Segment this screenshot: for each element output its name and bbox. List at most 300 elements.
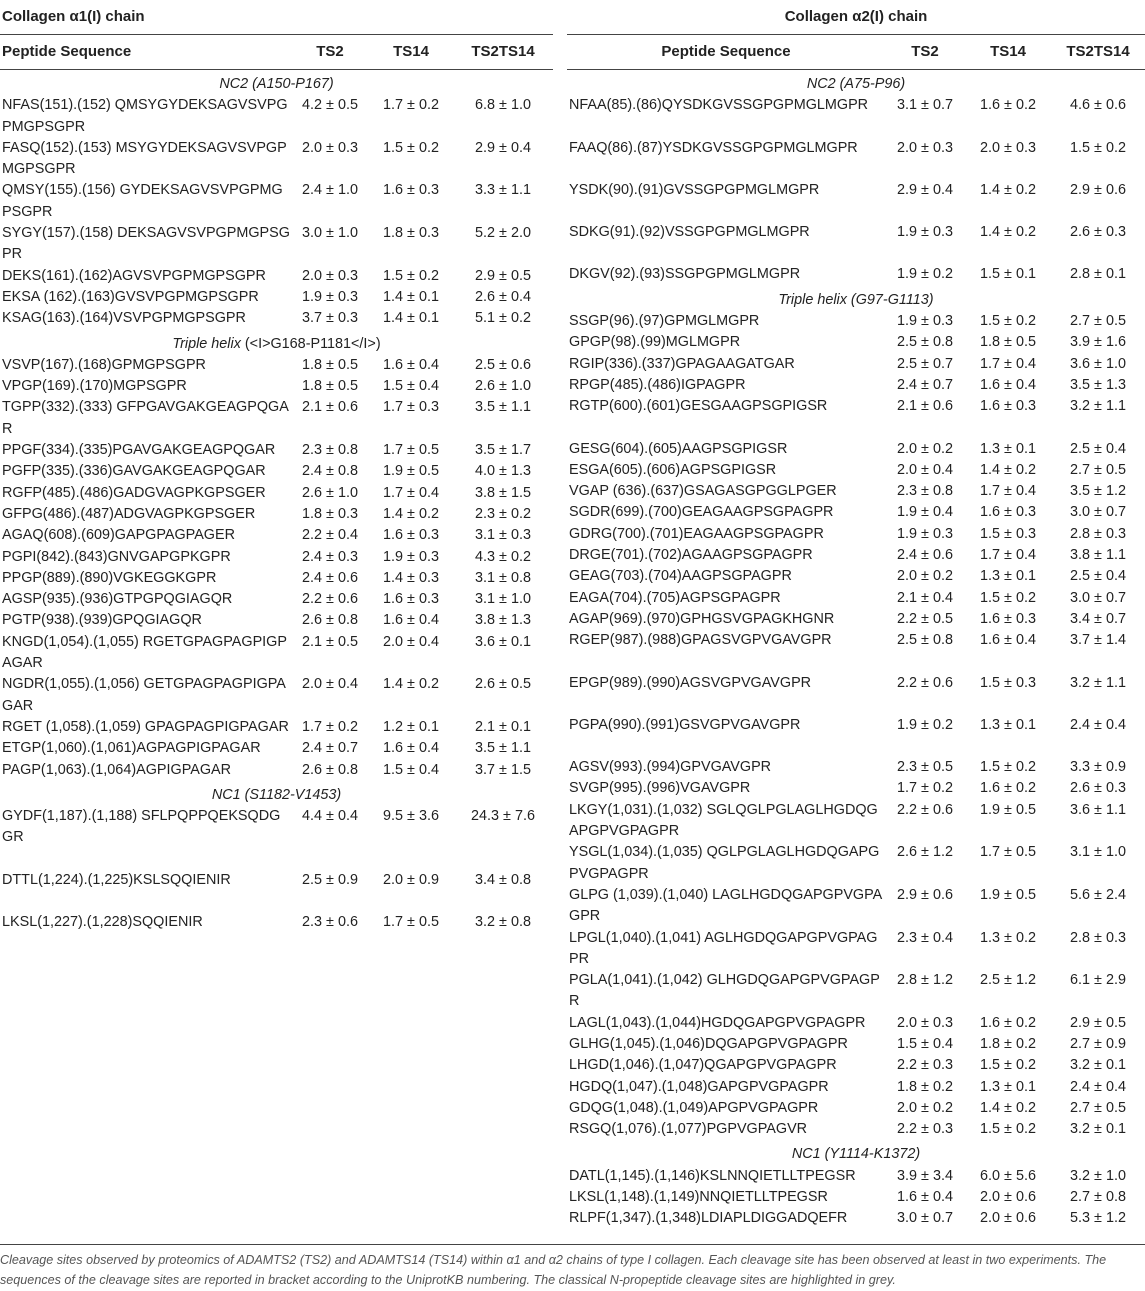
- ts14-value-cell: 1.4 ± 0.1: [383, 288, 439, 305]
- ts14-value-cell: 1.5 ± 0.2: [980, 1121, 1036, 1138]
- table-row: [567, 1166, 1145, 1187]
- table-row: [567, 778, 1145, 799]
- table-row: [567, 1013, 1145, 1034]
- chain-title: Collagen α1(I) chain: [0, 0, 553, 35]
- ts14-value-cell: 1.7 ± 0.4: [383, 484, 439, 501]
- section-label: NC1 (S1182-V1453): [211, 786, 342, 803]
- ts2ts14-value-cell: 3.9 ± 1.6: [1070, 334, 1126, 351]
- peptide-sequence-cell: AGSP(935).(936)GTPGPQGIAGQR: [2, 591, 233, 608]
- table-row: [0, 717, 553, 738]
- ts2ts14-value-cell: 2.5 ± 0.4: [1070, 568, 1126, 585]
- peptide-sequence-cell: DEKS(161).(162)AGVSVPGPMGPSGPR: [2, 267, 266, 284]
- section-title: [567, 1140, 1145, 1165]
- peptide-sequence-cell: PGTP(938).(939)GPQGIAGQR: [2, 612, 202, 629]
- peptide-sequence-cell: RGFP(485).(486)GADGVAGPKGPSGER: [2, 484, 266, 501]
- table-row: [567, 138, 1145, 180]
- ts2-value-cell: 2.5 ± 0.8: [897, 632, 953, 649]
- ts14-value-cell: 1.9 ± 0.5: [980, 801, 1036, 818]
- table-row: [0, 461, 553, 482]
- ts14-value-cell: 1.4 ± 0.2: [980, 461, 1036, 478]
- ts14-value-cell: 1.3 ± 0.1: [980, 716, 1036, 733]
- ts14-value-cell: 1.6 ± 0.3: [980, 398, 1036, 415]
- peptide-sequence-cell: KNGD(1,054).(1,055) RGETGPAGPAGPIGPAGAR: [2, 633, 287, 672]
- section-row: [567, 70, 1145, 96]
- ts14-value-cell: 1.9 ± 0.5: [383, 463, 439, 480]
- peptide-sequence-cell: NFAS(151).(152) QMSYGYDEKSAGVSVPGPMGPSGPR: [2, 97, 288, 135]
- ts14-value-cell: 1.5 ± 0.2: [383, 267, 439, 284]
- peptide-sequence-cell: GDQG(1,048).(1,049)APGPVGPAGPR: [569, 1099, 819, 1116]
- ts14-value-cell: 1.6 ± 0.3: [980, 610, 1036, 627]
- ts14-value-cell: 1.4 ± 0.2: [980, 181, 1036, 198]
- ts14-value-cell: 1.5 ± 0.2: [980, 1057, 1036, 1074]
- ts2ts14-value-cell: 2.8 ± 0.3: [1070, 525, 1126, 542]
- ts2-value-cell: 2.2 ± 0.4: [302, 527, 358, 544]
- ts2ts14-value-cell: 4.6 ± 0.6: [1070, 97, 1126, 114]
- peptide-sequence-cell: PPGP(889).(890)VGKEGGKGPR: [2, 569, 217, 586]
- ts2ts14-value-cell: 5.6 ± 2.4: [1070, 886, 1126, 903]
- ts14-value-cell: 1.3 ± 0.1: [980, 568, 1036, 585]
- ts2-value-cell: 2.2 ± 0.3: [897, 1121, 953, 1138]
- peptide-sequence-cell: SDKG(91).(92)VSSGPGPMGLMGPR: [569, 224, 810, 241]
- ts2ts14-value-cell: 2.9 ± 0.6: [1070, 181, 1126, 198]
- ts2ts14-value-cell: 4.3 ± 0.2: [475, 548, 531, 565]
- peptide-sequence-cell: PGLA(1,041).(1,042) GLHGDQGAPGPVGPAGPR: [569, 972, 880, 1010]
- ts2ts14-value-cell: 3.7 ± 1.5: [475, 761, 531, 778]
- table-row: [567, 609, 1145, 630]
- ts2ts14-value-cell: 2.9 ± 0.5: [1070, 1014, 1126, 1031]
- ts2-value-cell: 2.3 ± 0.8: [897, 483, 953, 500]
- section-title: [0, 70, 553, 96]
- table-row: [567, 673, 1145, 715]
- table-row: [0, 223, 553, 266]
- ts2-value-cell: 1.9 ± 0.3: [302, 288, 358, 305]
- ts2-value-cell: 2.6 ± 0.8: [302, 612, 358, 629]
- ts2ts14-value-cell: 3.5 ± 1.7: [475, 442, 531, 459]
- ts2ts14-value-cell: 6.1 ± 2.9: [1070, 972, 1126, 989]
- ts14-value-cell: 1.6 ± 0.2: [980, 97, 1036, 114]
- ts14-value-cell: 1.7 ± 0.4: [980, 547, 1036, 564]
- ts2-value-cell: 2.1 ± 0.5: [302, 633, 358, 650]
- ts2-value-cell: 2.0 ± 0.2: [897, 568, 953, 585]
- ts2-value-cell: 2.0 ± 0.3: [302, 139, 358, 156]
- ts2ts14-value-cell: 3.7 ± 1.4: [1070, 632, 1126, 649]
- header-peptide-sequence: Peptide Sequence: [0, 35, 291, 70]
- table-row: [567, 502, 1145, 523]
- ts2ts14-value-cell: 3.2 ± 0.8: [475, 913, 531, 930]
- peptide-sequence-cell: LKSL(1,148).(1,149)NNQIETLLTPEGSR: [569, 1189, 828, 1206]
- ts2ts14-value-cell: 3.5 ± 1.2: [1070, 483, 1126, 500]
- ts2-value-cell: 2.4 ± 0.8: [302, 463, 358, 480]
- table-row: [0, 376, 553, 397]
- ts2ts14-value-cell: 3.4 ± 0.7: [1070, 610, 1126, 627]
- table-row: [0, 674, 553, 717]
- ts14-value-cell: 1.7 ± 0.2: [383, 97, 439, 114]
- ts2ts14-value-cell: 2.8 ± 0.1: [1070, 266, 1126, 283]
- table-row: [567, 885, 1145, 928]
- peptide-sequence-cell: AGSV(993).(994)GPVGAVGPR: [569, 759, 772, 776]
- peptide-sequence-cell: PAGP(1,063).(1,064)AGPIGPAGAR: [2, 761, 232, 778]
- table-row: [567, 481, 1145, 502]
- ts2-value-cell: 2.0 ± 0.2: [897, 1099, 953, 1116]
- ts14-value-cell: 1.5 ± 0.2: [383, 139, 439, 156]
- ts2ts14-value-cell: 3.5 ± 1.1: [475, 399, 531, 416]
- ts2-value-cell: 2.6 ± 1.2: [897, 844, 953, 861]
- chain-title-row: [0, 0, 553, 35]
- ts2ts14-value-cell: 4.0 ± 1.3: [475, 463, 531, 480]
- table-row: [0, 440, 553, 461]
- ts2ts14-value-cell: 1.5 ± 0.2: [1070, 139, 1126, 156]
- ts2-value-cell: 2.0 ± 0.3: [897, 139, 953, 156]
- ts14-value-cell: 2.0 ± 0.6: [980, 1189, 1036, 1206]
- peptide-sequence-cell: LAGL(1,043).(1,044)HGDQGAPGPVGPAGPR: [569, 1014, 866, 1031]
- peptide-sequence-cell: FASQ(152).(153) MSYGYDEKSAGVSVPGPMGPSGPR: [2, 139, 287, 178]
- peptide-sequence-cell: RGEP(987).(988)GPAGSVGPVGAVGPR: [569, 632, 832, 649]
- section-label: NC2 (A150-P167): [219, 76, 334, 92]
- peptide-sequence-cell: RGTP(600).(601)GESGAAGPSGPIGSR: [569, 398, 828, 415]
- ts2-value-cell: 2.4 ± 0.7: [897, 376, 953, 393]
- peptide-sequence-cell: TGPP(332).(333) GFPGAVGAKGEAGPQGAR: [2, 399, 289, 437]
- chain-title-row: [567, 0, 1145, 35]
- ts2ts14-value-cell: 3.5 ± 1.3: [1070, 376, 1126, 393]
- ts2-value-cell: 2.0 ± 0.2: [897, 440, 953, 457]
- ts14-value-cell: 1.4 ± 0.2: [383, 676, 439, 693]
- ts14-value-cell: 1.7 ± 0.5: [383, 442, 439, 459]
- table-row: [567, 1098, 1145, 1119]
- ts2-value-cell: 1.8 ± 0.5: [302, 356, 358, 373]
- peptide-sequence-cell: VPGP(169).(170)MGPSGPR: [2, 378, 187, 395]
- alpha1-table-body: [0, 70, 553, 934]
- ts2-value-cell: 2.6 ± 0.8: [302, 761, 358, 778]
- ts2ts14-value-cell: 2.9 ± 0.4: [475, 139, 531, 156]
- table-row: [567, 928, 1145, 971]
- ts2-value-cell: 2.2 ± 0.3: [897, 1057, 953, 1074]
- alpha2-table-panel: [567, 0, 1145, 1230]
- ts2ts14-value-cell: 3.8 ± 1.1: [1070, 547, 1126, 564]
- ts14-value-cell: 1.5 ± 0.4: [383, 378, 439, 395]
- ts2-value-cell: 2.0 ± 0.3: [897, 1014, 953, 1031]
- ts14-value-cell: 1.6 ± 0.4: [383, 612, 439, 629]
- ts2ts14-value-cell: 5.1 ± 0.2: [475, 310, 531, 327]
- peptide-sequence-cell: EKSA (162).(163)GVSVPGPMGPSGPR: [2, 288, 259, 305]
- ts2ts14-value-cell: 2.5 ± 0.6: [475, 356, 531, 373]
- ts14-value-cell: 1.7 ± 0.3: [383, 399, 439, 416]
- ts14-value-cell: 1.2 ± 0.1: [383, 718, 439, 735]
- section-title: [0, 330, 553, 355]
- ts2ts14-value-cell: 3.4 ± 0.8: [475, 871, 531, 888]
- ts2-value-cell: 1.7 ± 0.2: [302, 718, 358, 735]
- ts14-value-cell: 1.8 ± 0.3: [383, 225, 439, 242]
- alpha1-table: [0, 0, 553, 933]
- table-row: [567, 1034, 1145, 1055]
- peptide-sequence-cell: KSAG(163).(164)VSVPGPMGPSGPR: [2, 310, 246, 327]
- ts14-value-cell: 1.7 ± 0.4: [980, 483, 1036, 500]
- ts2-value-cell: 2.3 ± 0.5: [897, 759, 953, 776]
- ts2ts14-value-cell: 6.8 ± 1.0: [475, 97, 531, 114]
- ts2-value-cell: 2.4 ± 0.6: [897, 547, 953, 564]
- ts2ts14-value-cell: 3.1 ± 0.3: [475, 527, 531, 544]
- ts2-value-cell: 2.2 ± 0.5: [897, 610, 953, 627]
- ts14-value-cell: 2.0 ± 0.6: [980, 1210, 1036, 1227]
- peptide-sequence-cell: EPGP(989).(990)AGSVGPVGAVGPR: [569, 674, 812, 691]
- ts2-value-cell: 4.4 ± 0.4: [302, 808, 358, 825]
- table-row: [0, 806, 553, 870]
- peptide-sequence-cell: VSVP(167).(168)GPMGPSGPR: [2, 356, 206, 373]
- ts14-value-cell: 1.6 ± 0.3: [980, 504, 1036, 521]
- ts2ts14-value-cell: 3.0 ± 0.7: [1070, 589, 1126, 606]
- table-row: [567, 566, 1145, 587]
- table-row: [0, 568, 553, 589]
- section-row: [567, 286, 1145, 311]
- ts14-value-cell: 1.6 ± 0.3: [383, 182, 439, 199]
- peptide-sequence-cell: SVGP(995).(996)VGAVGPR: [569, 780, 751, 797]
- peptide-sequence-cell: RLPF(1,347).(1,348)LDIAPLDIGGADQEFR: [569, 1210, 848, 1227]
- header-ts2ts14: TS2TS14: [1051, 35, 1145, 70]
- ts2-value-cell: 2.6 ± 1.0: [302, 484, 358, 501]
- ts2-value-cell: 1.6 ± 0.4: [897, 1189, 953, 1206]
- ts2-value-cell: 1.9 ± 0.2: [897, 266, 953, 283]
- table-row: [0, 287, 553, 308]
- ts2ts14-value-cell: 3.2 ± 1.0: [1070, 1167, 1126, 1184]
- peptide-sequence-cell: AGAP(969).(970)GPHGSVGPAGKHGNR: [569, 610, 835, 627]
- ts2-value-cell: 2.1 ± 0.6: [897, 398, 953, 415]
- ts2ts14-value-cell: 3.0 ± 0.7: [1070, 504, 1126, 521]
- peptide-sequence-cell: GPGP(98).(99)MGLMGPR: [569, 334, 741, 351]
- ts2-value-cell: 2.0 ± 0.4: [302, 676, 358, 693]
- ts2-value-cell: 1.7 ± 0.2: [897, 780, 953, 797]
- ts2ts14-value-cell: 2.4 ± 0.4: [1070, 716, 1126, 733]
- ts2ts14-value-cell: 3.6 ± 1.0: [1070, 355, 1126, 372]
- table-row: [567, 842, 1145, 885]
- peptide-sequence-cell: GESG(604).(605)AAGPSGPIGSR: [569, 440, 788, 457]
- ts2ts14-value-cell: 2.3 ± 0.2: [475, 505, 531, 522]
- section-range: (<I>G168-P1181</I>): [240, 335, 381, 352]
- ts2-value-cell: 1.5 ± 0.4: [897, 1035, 953, 1052]
- table-row: [0, 180, 553, 223]
- ts2-value-cell: 2.0 ± 0.3: [302, 267, 358, 284]
- ts2ts14-value-cell: 3.6 ± 0.1: [475, 633, 531, 650]
- ts2ts14-value-cell: 2.7 ± 0.5: [1070, 1099, 1126, 1116]
- ts14-value-cell: 1.5 ± 0.1: [980, 266, 1036, 283]
- peptide-sequence-cell: GLPG (1,039).(1,040) LAGLHGDQGAPGPVGPAGPR: [569, 886, 883, 925]
- table-row: [567, 222, 1145, 264]
- table-row: [0, 738, 553, 759]
- ts14-value-cell: 1.7 ± 0.4: [980, 355, 1036, 372]
- table-row: [0, 525, 553, 546]
- table-row: [0, 266, 553, 287]
- ts2-value-cell: 1.9 ± 0.4: [897, 504, 953, 521]
- peptide-sequence-cell: LPGL(1,040).(1,041) AGLHGDQGAPGPVGPAGPR: [569, 929, 878, 967]
- table-row: [567, 715, 1145, 757]
- ts14-value-cell: 1.6 ± 0.4: [383, 356, 439, 373]
- ts14-value-cell: 1.6 ± 0.3: [383, 527, 439, 544]
- peptide-sequence-cell: RSGQ(1,076).(1,077)PGPVGPAGVR: [569, 1121, 808, 1138]
- table-row: [567, 1187, 1145, 1208]
- ts2ts14-value-cell: 3.1 ± 1.0: [1070, 844, 1126, 861]
- ts2ts14-value-cell: 3.3 ± 1.1: [475, 182, 531, 199]
- peptide-sequence-cell: HGDQ(1,047).(1,048)GAPGPVGPAGPR: [569, 1078, 829, 1095]
- ts14-value-cell: 1.9 ± 0.5: [980, 886, 1036, 903]
- ts14-value-cell: 2.5 ± 1.2: [980, 972, 1036, 989]
- peptide-sequence-cell: GEAG(703).(704)AAGPSGPAGPR: [569, 568, 792, 585]
- table-row: [567, 396, 1145, 438]
- ts2ts14-value-cell: 3.8 ± 1.3: [475, 612, 531, 629]
- table-row: [0, 138, 553, 181]
- ts2-value-cell: 2.4 ± 1.0: [302, 182, 358, 199]
- chain-title: Collagen α2(I) chain: [567, 0, 1145, 35]
- section-row: [0, 70, 553, 96]
- peptide-sequence-cell: RGET (1,058).(1,059) GPAGPAGPIGPAGAR: [2, 718, 289, 735]
- table-row: [567, 354, 1145, 375]
- ts14-value-cell: 1.4 ± 0.2: [980, 224, 1036, 241]
- section-label: NC1 (Y1114-K1372): [791, 1146, 921, 1163]
- ts14-value-cell: 2.0 ± 0.4: [383, 633, 439, 650]
- table-row: [567, 1077, 1145, 1098]
- table-row: [0, 610, 553, 631]
- table-row: [567, 180, 1145, 222]
- table-row: [0, 95, 553, 138]
- ts2ts14-value-cell: 24.3 ± 7.6: [471, 808, 535, 825]
- ts2ts14-value-cell: 3.2 ± 1.1: [1070, 674, 1126, 691]
- table-row: [567, 264, 1145, 285]
- section-row: [0, 781, 553, 806]
- ts2ts14-value-cell: 3.6 ± 1.1: [1070, 801, 1126, 818]
- ts2ts14-value-cell: 2.6 ± 1.0: [475, 378, 531, 395]
- table-row: [567, 460, 1145, 481]
- peptide-sequence-cell: PPGF(334).(335)PGAVGAKGEAGPQGAR: [2, 442, 276, 459]
- ts14-value-cell: 1.4 ± 0.1: [383, 310, 439, 327]
- header-ts14: TS14: [369, 35, 453, 70]
- ts2ts14-value-cell: 2.6 ± 0.5: [475, 676, 531, 693]
- table-row: [0, 397, 553, 440]
- table-row: [0, 308, 553, 329]
- section-row: [567, 1140, 1145, 1165]
- ts2-value-cell: 1.8 ± 0.3: [302, 505, 358, 522]
- ts2ts14-value-cell: 5.3 ± 1.2: [1070, 1210, 1126, 1227]
- table-row: [567, 311, 1145, 332]
- ts2-value-cell: 2.4 ± 0.3: [302, 548, 358, 565]
- table-row: [567, 332, 1145, 353]
- ts14-value-cell: 1.4 ± 0.2: [383, 505, 439, 522]
- column-header-row: [0, 35, 553, 70]
- peptide-sequence-cell: DTTL(1,224).(1,225)KSLSQQIENIR: [2, 871, 231, 888]
- ts14-value-cell: 1.3 ± 0.2: [980, 929, 1036, 946]
- ts14-value-cell: 1.5 ± 0.3: [980, 674, 1036, 691]
- peptide-sequence-cell: LKSL(1,227).(1,228)SQQIENIR: [2, 913, 203, 930]
- ts2ts14-value-cell: 2.6 ± 0.3: [1070, 780, 1126, 797]
- table-bottom-rule: [0, 1244, 1145, 1245]
- ts2-value-cell: 3.0 ± 1.0: [302, 225, 358, 242]
- ts14-value-cell: 1.6 ± 0.3: [383, 591, 439, 608]
- ts2-value-cell: 4.2 ± 0.5: [302, 97, 358, 114]
- ts14-value-cell: 1.4 ± 0.2: [980, 1099, 1036, 1116]
- ts2-value-cell: 2.5 ± 0.8: [897, 334, 953, 351]
- ts2-value-cell: 2.5 ± 0.9: [302, 871, 358, 888]
- ts14-value-cell: 2.0 ± 0.9: [383, 871, 439, 888]
- ts2-value-cell: 2.5 ± 0.7: [897, 355, 953, 372]
- table-row: [567, 375, 1145, 396]
- ts2ts14-value-cell: 2.7 ± 0.5: [1070, 461, 1126, 478]
- peptide-sequence-cell: DRGE(701).(702)AGAAGPSGPAGPR: [569, 547, 813, 564]
- ts2ts14-value-cell: 3.2 ± 1.1: [1070, 398, 1126, 415]
- ts14-value-cell: 1.5 ± 0.3: [980, 525, 1036, 542]
- peptide-sequence-cell: PGPA(990).(991)GSVGPVGAVGPR: [569, 716, 801, 733]
- peptide-sequence-cell: DATL(1,145).(1,146)KSLNNQIETLLTPEGSR: [569, 1167, 856, 1184]
- peptide-sequence-cell: NFAA(85).(86)QYSDKGVSSGPGPMGLMGPR: [569, 97, 869, 114]
- ts2-value-cell: 2.9 ± 0.6: [897, 886, 953, 903]
- section-label: Triple helix: [172, 335, 241, 352]
- peptide-sequence-cell: NGDR(1,055).(1,056) GETGPAGPAGPIGPAGAR: [2, 676, 286, 714]
- ts2ts14-value-cell: 2.7 ± 0.8: [1070, 1189, 1126, 1206]
- table-caption: Cleavage sites observed by proteomics of ADAMTS2 (TS2) and ADAMTS14 (TS14) within α1 and α2 chains of type I collagen. Each cleavage site has been observed at least in two experiments. The sequences of the cleavage sites are reported in bracket according to the UniprotKB numbering. The classical N-propeptide cleavage sites are highlighted in grey.: [0, 1253, 1107, 1287]
- peptide-sequence-cell: QMSY(155).(156) GYDEKSAGVSVPGPMGPSGPR: [2, 182, 283, 220]
- table-row: [567, 1055, 1145, 1076]
- ts2ts14-value-cell: 2.5 ± 0.4: [1070, 440, 1126, 457]
- peptide-sequence-cell: GDRG(700).(701)EAGAAGPSGPAGPR: [569, 525, 824, 542]
- ts2ts14-value-cell: 3.1 ± 0.8: [475, 569, 531, 586]
- peptide-sequence-cell: DKGV(92).(93)SSGPGPMGLMGPR: [569, 266, 801, 283]
- table-row: [0, 870, 553, 912]
- ts2-value-cell: 1.8 ± 0.2: [897, 1078, 953, 1095]
- ts14-value-cell: 1.8 ± 0.2: [980, 1035, 1036, 1052]
- ts14-value-cell: 1.9 ± 0.3: [383, 548, 439, 565]
- ts2-value-cell: 2.4 ± 0.6: [302, 569, 358, 586]
- table-row: [567, 588, 1145, 609]
- peptide-sequence-cell: YSDK(90).(91)GVSSGPGPMGLMGPR: [569, 181, 820, 198]
- ts2-value-cell: 2.2 ± 0.6: [897, 674, 953, 691]
- peptide-sequence-cell: LKGY(1,031).(1,032) SGLQGLPGLAGLHGDQGAPGPVGPAGPR: [569, 801, 878, 840]
- ts2-value-cell: 2.0 ± 0.4: [897, 461, 953, 478]
- ts14-value-cell: 1.5 ± 0.2: [980, 313, 1036, 330]
- ts14-value-cell: 1.3 ± 0.1: [980, 440, 1036, 457]
- table-row: [567, 757, 1145, 778]
- peptide-sequence-cell: LHGD(1,046).(1,047)QGAPGPVGPAGPR: [569, 1057, 837, 1074]
- ts2-value-cell: 2.2 ± 0.6: [302, 591, 358, 608]
- ts2ts14-value-cell: 2.7 ± 0.5: [1070, 313, 1126, 330]
- ts14-value-cell: 1.6 ± 0.4: [383, 740, 439, 757]
- table-row: [567, 1119, 1145, 1140]
- ts2-value-cell: 2.4 ± 0.7: [302, 740, 358, 757]
- table-row: [567, 1208, 1145, 1229]
- ts2-value-cell: 2.1 ± 0.4: [897, 589, 953, 606]
- column-header-row: [567, 35, 1145, 70]
- ts2-value-cell: 2.2 ± 0.6: [897, 801, 953, 818]
- table-row: [567, 545, 1145, 566]
- table-row: [567, 800, 1145, 843]
- ts2ts14-value-cell: 2.4 ± 0.4: [1070, 1078, 1126, 1095]
- ts2ts14-value-cell: 2.9 ± 0.5: [475, 267, 531, 284]
- ts2-value-cell: 1.9 ± 0.3: [897, 224, 953, 241]
- table-row: [567, 630, 1145, 672]
- header-ts2: TS2: [885, 35, 965, 70]
- ts2-value-cell: 3.7 ± 0.3: [302, 310, 358, 327]
- ts2-value-cell: 1.9 ± 0.2: [897, 716, 953, 733]
- peptide-sequence-cell: ETGP(1,060).(1,061)AGPAGPIGPAGAR: [2, 740, 261, 757]
- peptide-sequence-cell: RGIP(336).(337)GPAGAAGATGAR: [569, 355, 795, 372]
- section-title: [0, 781, 553, 806]
- peptide-sequence-cell: AGAQ(608).(609)GAPGPAGPAGER: [2, 527, 235, 544]
- peptide-sequence-cell: YSGL(1,034).(1,035) QGLPGLAGLHGDQGAPGPVGPAGPR: [569, 844, 880, 882]
- section-title: [567, 70, 1145, 96]
- ts2-value-cell: 3.0 ± 0.7: [897, 1210, 953, 1227]
- ts2-value-cell: 3.1 ± 0.7: [897, 97, 953, 114]
- peptide-sequence-cell: GLHG(1,045).(1,046)DQGAPGPVGPAGPR: [569, 1035, 848, 1052]
- table-row: [0, 760, 553, 781]
- ts14-value-cell: 1.5 ± 0.2: [980, 759, 1036, 776]
- ts14-value-cell: 1.6 ± 0.2: [980, 780, 1036, 797]
- ts14-value-cell: 1.3 ± 0.1: [980, 1078, 1036, 1095]
- ts14-value-cell: 9.5 ± 3.6: [383, 808, 439, 825]
- ts14-value-cell: 1.6 ± 0.4: [980, 376, 1036, 393]
